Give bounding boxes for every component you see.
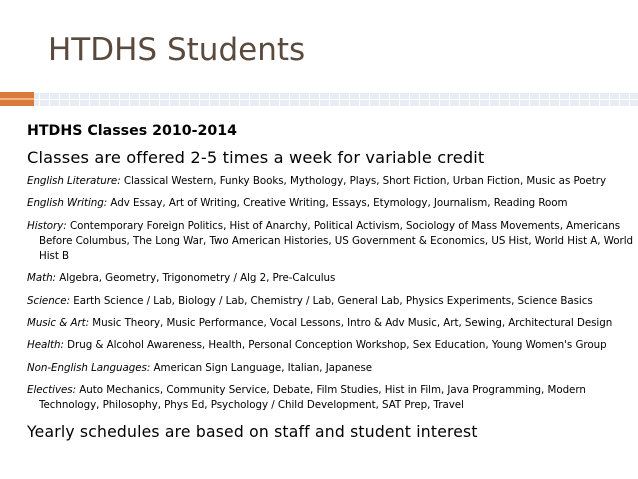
category-classes: Algebra, Geometry, Trigonometry / Alg 2, Pre-Calculus (59, 272, 336, 285)
category-label: Electives: (27, 384, 77, 397)
category-science (27, 294, 633, 309)
schedule-note: Yearly schedules are based on staff and student interest (27, 422, 478, 441)
category-electives (27, 383, 633, 413)
category-label: English Literature: (27, 175, 121, 187)
category-english-writing (27, 196, 633, 211)
category-music-art (27, 316, 633, 331)
category-classes: Contemporary Foreign Politics, Hist of Anarchy, Political Activism, Sociology of Mass Movements, Americans Before Columbus, The Long War, Two American Histories, US Government & Economics, US Hist, World Hist A, World Hist B (39, 219, 633, 262)
category-classes: Drug & Alcohol Awareness, Health, Personal Conception Workshop, Sex Education, Young Women's Group (67, 339, 607, 352)
category-label: History: (27, 219, 67, 232)
category-label: Math: (27, 272, 56, 285)
category-non-english-languages (27, 361, 633, 376)
category-health (27, 338, 633, 353)
category-english-literature (27, 174, 633, 189)
credit-note: Classes are offered 2-5 times a week for variable credit (27, 148, 485, 167)
category-label: Health: (27, 339, 64, 352)
category-history (27, 219, 633, 264)
slide-title: HTDHS Students (48, 32, 306, 68)
category-classes: Adv Essay, Art of Writing, Creative Writing, Essays, Etymology, Journalism, Reading Room (110, 197, 568, 210)
classes-heading: HTDHS Classes 2010-2014 (27, 123, 237, 139)
category-label: English Writing: (27, 197, 108, 210)
category-classes: Classical Western, Funky Books, Mythology, Plays, Short Fiction, Urban Fiction, Music as Poetry (123, 175, 607, 187)
category-label: Non-English Languages: (27, 361, 151, 374)
category-classes: Earth Science / Lab, Biology / Lab, Chemistry / Lab, General Lab, Physics Experiments, Science Basics (73, 294, 593, 307)
category-classes: American Sign Language, Italian, Japanese (153, 361, 373, 374)
category-classes: Music Theory, Music Performance, Vocal Lessons, Intro & Adv Music, Art, Sewing, Architectural Design (92, 316, 613, 329)
category-label: Music & Art: (27, 316, 90, 329)
accent-highlight (0, 98, 34, 100)
category-label: Science: (27, 294, 70, 307)
decorative-band (0, 92, 638, 106)
category-classes: Auto Mechanics, Community Service, Debate, Film Studies, Hist in Film, Java Programming, Modern Technology, Philosophy, Phys Ed, Psychology / Child Development, SAT Prep, Travel (39, 384, 586, 412)
slide-body (27, 121, 633, 443)
category-math (27, 271, 633, 286)
